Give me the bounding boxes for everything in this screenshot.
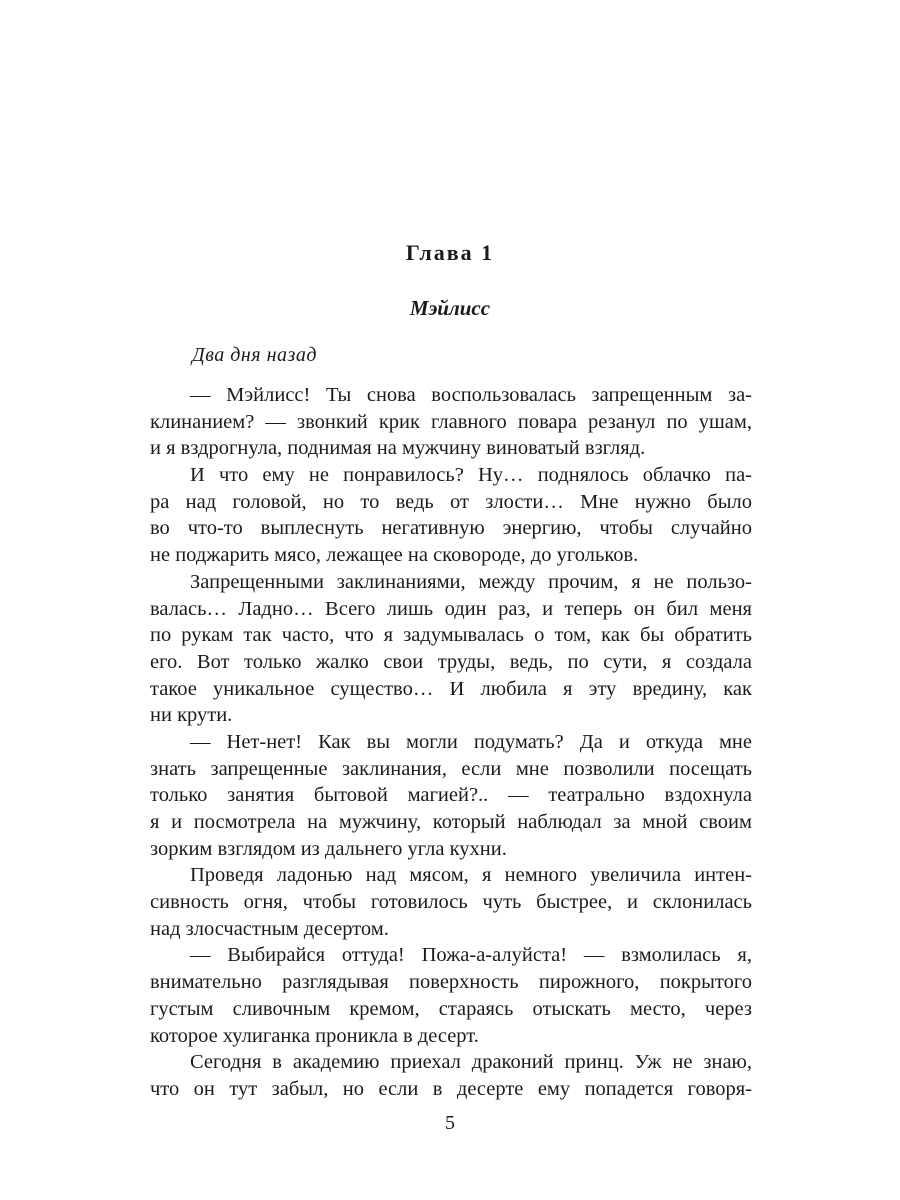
time-note: Два дня назад xyxy=(192,344,317,366)
text-line: его. Вот только жалко свои труды, ведь, по сути, я создала xyxy=(150,650,752,673)
text-line: и я вздрогнула, поднимая на мужчину виноватый взгляд. xyxy=(150,437,646,460)
text-line: которое хулиганка проникла в десерт. xyxy=(150,1024,479,1047)
text-line: ра над головой, но то ведь от злости… Мне нужно было xyxy=(150,490,752,513)
text-line: Проведя ладонью над мясом, я немного увеличила интен- xyxy=(190,864,752,887)
text-line: по рукам так часто, что я задумывалась о том, как бы обратить xyxy=(150,624,752,647)
text-line: И что ему не понравилось? Ну… поднялось облачко па- xyxy=(190,464,752,487)
text-line: только занятия бытовой магией?.. — театрально вздохнула xyxy=(150,784,752,807)
text-line: валась… Ладно… Всего лишь один раз, и теперь он бил меня xyxy=(150,597,752,620)
chapter-title: Глава 1 xyxy=(405,240,495,265)
text-line: — Нет-нет! Как вы могли подумать? Да и откуда мне xyxy=(190,730,752,753)
text-line: Запрещенными заклинаниями, между прочим, я не пользо- xyxy=(190,570,752,593)
text-line: — Мэйлисс! Ты снова воспользовалась запрещенным за- xyxy=(190,384,752,406)
text-line: — Выбирайся оттуда! Пожа-а-алуйста! — взмолилась я, xyxy=(190,944,752,967)
text-line: клинанием? — звонкий крик главного повара резанул по ушам, xyxy=(150,410,752,433)
text-line: такое уникальное существо… И любила я эту вредину, как xyxy=(150,677,752,700)
text-line: Сегодня в академию приехал драконий принц. Уж не знаю, xyxy=(190,1051,752,1074)
text-line: я и посмотрела на мужчину, который наблюдал за мной своим xyxy=(150,811,752,833)
text-line: знать запрещенные заклинания, если мне позволили посещать xyxy=(150,757,752,780)
text-line: внимательно разглядывая поверхность пирожного, покрытого xyxy=(150,971,752,994)
body-text xyxy=(150,382,752,1103)
text-line: густым сливочным кремом, стараясь отыскать место, через xyxy=(150,997,752,1020)
text-line: сивность огня, чтобы готовилось чуть быстрее, и склонилась xyxy=(150,891,752,914)
text-line: над злосчастным десертом. xyxy=(150,917,389,940)
page-number: 5 xyxy=(445,1112,455,1134)
text-line: что он тут забыл, но если в десерте ему попадется говоря- xyxy=(150,1077,752,1100)
text-line: зорким взглядом из дальнего угла кухни. xyxy=(150,837,507,860)
text-line: ни крути. xyxy=(150,704,233,727)
text-line: во что-то выплеснуть негативную энергию, чтобы случайно xyxy=(150,517,752,540)
text-line: не поджарить мясо, лежащее на сковороде, до угольков. xyxy=(150,544,639,567)
chapter-subtitle: Мэйлисс xyxy=(409,296,491,320)
